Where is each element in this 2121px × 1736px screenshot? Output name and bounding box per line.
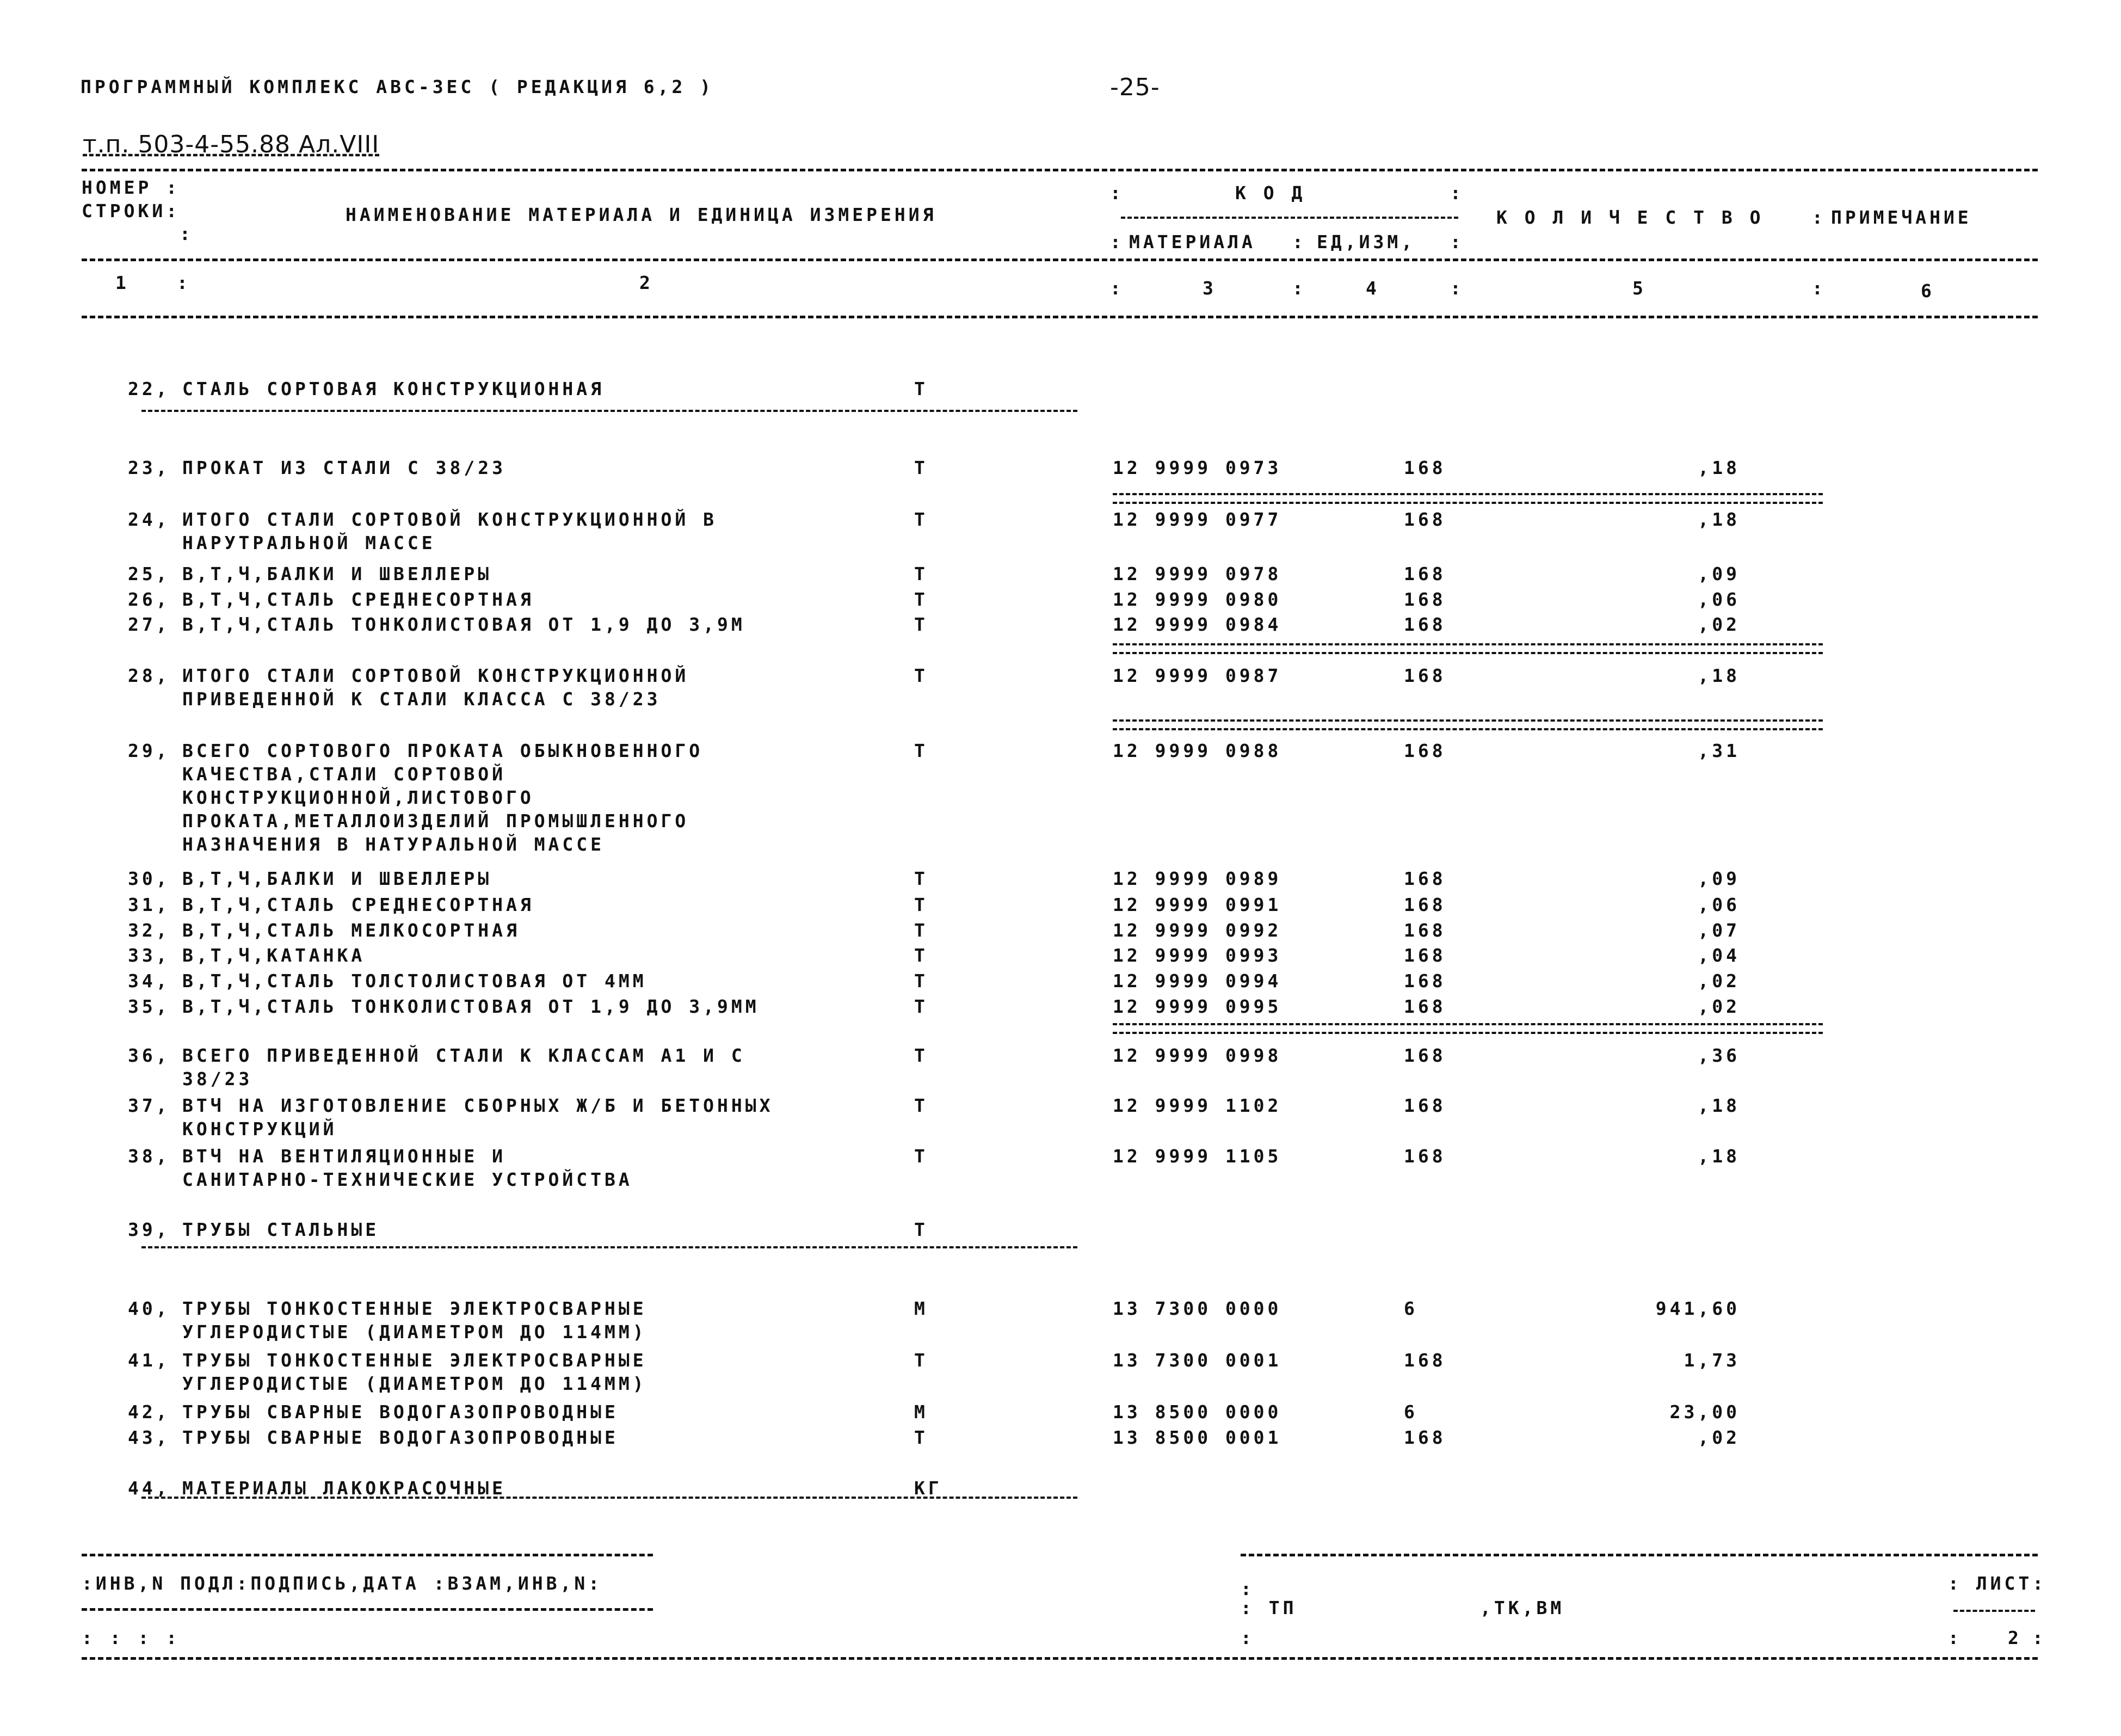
unit-code: 168 xyxy=(1404,1146,1446,1167)
row-number: 44, xyxy=(128,1478,170,1499)
material-name: ВСЕГО ПРИВЕДЕННОЙ СТАЛИ К КЛАССАМ А1 И С xyxy=(182,1045,745,1066)
material-name: ИТОГО СТАЛИ СОРТОВОЙ КОНСТРУКЦИОННОЙ В xyxy=(182,509,717,530)
material-code: 12 9999 0973 xyxy=(1113,457,1282,478)
sheet-number-bar-left: : xyxy=(1948,1627,1962,1648)
row-number: 27, xyxy=(128,614,170,635)
material-name: МАТЕРИАЛЫ ЛАКОКРАСОЧНЫЕ xyxy=(182,1478,506,1499)
unit-of-measure: Т xyxy=(914,1350,928,1371)
sheet-number-bar-right: : xyxy=(2032,1627,2046,1648)
unit-code: 168 xyxy=(1404,1045,1446,1066)
row-number: 25, xyxy=(128,563,170,584)
col1-header-line1: НОМЕР : xyxy=(82,177,181,198)
table-row xyxy=(0,1350,2121,1394)
unit-of-measure: Т xyxy=(914,665,928,686)
material-name-continued: КАЧЕСТВА,СТАЛИ СОРТОВОЙ xyxy=(182,764,506,785)
material-name-continued: НАЗНАЧЕНИЯ В НАТУРАЛЬНОЙ МАССЕ xyxy=(182,834,605,855)
table-row xyxy=(0,970,2121,995)
quantity-value: ,07 xyxy=(1698,920,1740,941)
unit-of-measure: Т xyxy=(914,589,928,610)
quantity-value: ,02 xyxy=(1698,1427,1740,1448)
unit-code: 168 xyxy=(1404,1095,1446,1116)
table-row xyxy=(0,868,2121,892)
col-index-1: 1 xyxy=(115,272,130,293)
table-row xyxy=(0,563,2121,588)
header-top-rule xyxy=(82,169,2038,171)
material-name-continued: КОНСТРУКЦИЙ xyxy=(182,1118,337,1140)
material-name-continued: УГЛЕРОДИСТЫЕ (ДИАМЕТРОМ ДО 114ММ) xyxy=(182,1373,647,1394)
table-row xyxy=(0,665,2121,710)
footer-rule-right-top xyxy=(1241,1554,2038,1556)
code-material-header: МАТЕРИАЛА xyxy=(1129,231,1256,253)
material-name: В,Т,Ч,СТАЛЬ ТОНКОЛИСТОВАЯ ОТ 1,9 ДО 3,9М xyxy=(182,614,745,635)
row-number: 30, xyxy=(128,868,170,889)
material-code: 12 9999 0993 xyxy=(1113,945,1282,966)
unit-code: 168 xyxy=(1404,563,1446,584)
row-number: 32, xyxy=(128,920,170,941)
row-number: 22, xyxy=(128,378,170,399)
material-name: ТРУБЫ ТОНКОСТЕННЫЕ ЭЛЕКТРОСВАРНЫЕ xyxy=(182,1350,647,1371)
material-code: 12 9999 0984 xyxy=(1113,614,1282,635)
material-name: В,Т,Ч,СТАЛЬ ТОНКОЛИСТОВАЯ ОТ 1,9 ДО 3,9ММ xyxy=(182,996,760,1017)
code-group-rule xyxy=(1121,217,1458,219)
unit-of-measure: Т xyxy=(914,1095,928,1116)
material-code: 12 9999 0989 xyxy=(1113,868,1282,889)
unit-of-measure: Т xyxy=(914,509,928,530)
material-code: 12 9999 0987 xyxy=(1113,665,1282,686)
code-group-header: К О Д xyxy=(1235,182,1306,204)
unit-code: 168 xyxy=(1404,665,1446,686)
material-name-continued: 38/23 xyxy=(182,1068,253,1089)
quantity-header: К О Л И Ч Е С Т В О xyxy=(1496,207,1764,228)
material-name: ТРУБЫ СВАРНЫЕ ВОДОГАЗОПРОВОДНЫЕ xyxy=(182,1427,619,1448)
table-row xyxy=(0,378,2121,403)
material-code: 13 7300 0000 xyxy=(1113,1298,1282,1319)
table-row xyxy=(0,1298,2121,1343)
row-number: 29, xyxy=(128,740,170,761)
unit-of-measure: Т xyxy=(914,970,928,992)
unit-code: 168 xyxy=(1404,894,1446,915)
table-row xyxy=(0,920,2121,944)
quantity-value: 941,60 xyxy=(1655,1298,1740,1319)
material-name: ВТЧ НА ВЕНТИЛЯЦИОННЫЕ И xyxy=(182,1146,506,1167)
table-row xyxy=(0,945,2121,969)
material-code: 12 9999 0977 xyxy=(1113,509,1282,530)
col-index-4: 4 xyxy=(1366,278,1380,299)
col-index-2: 2 xyxy=(639,272,653,293)
unit-code: 168 xyxy=(1404,970,1446,992)
table-row xyxy=(0,996,2121,1020)
material-name: ПРОКАТ ИЗ СТАЛИ С 38/23 xyxy=(182,457,506,478)
code-sub-bar-left: : xyxy=(1110,231,1124,253)
note-header: ПРИМЕЧАНИЕ xyxy=(1831,207,1972,228)
material-name-continued: ПРИВЕДЕННОЙ К СТАЛИ КЛАССА С 38/23 xyxy=(182,688,661,710)
unit-code: 168 xyxy=(1404,740,1446,761)
material-name: ТРУБЫ ТОНКОСТЕННЫЕ ЭЛЕКТРОСВАРНЫЕ xyxy=(182,1298,647,1319)
unit-of-measure: Т xyxy=(914,945,928,966)
unit-code: 168 xyxy=(1404,509,1446,530)
row-number: 38, xyxy=(128,1146,170,1167)
material-code: 12 9999 0992 xyxy=(1113,920,1282,941)
material-name: ВСЕГО СОРТОВОГО ПРОКАТА ОБЫКНОВЕННОГО xyxy=(182,740,704,761)
material-code: 13 7300 0001 xyxy=(1113,1350,1282,1371)
header-bottom-rule xyxy=(82,316,2038,318)
row-number: 28, xyxy=(128,665,170,686)
section-rule-pipes xyxy=(141,1246,1077,1248)
stamp-columns: :ИНВ,N ПОДЛ:ПОДПИСЬ,ДАТА :ВЗАМ,ИНВ,N: xyxy=(82,1573,603,1594)
material-code: 12 9999 0994 xyxy=(1113,970,1282,992)
table-row xyxy=(0,1219,2121,1243)
material-name: В,Т,Ч,СТАЛЬ ТОЛСТОЛИСТОВАЯ ОТ 4ММ xyxy=(182,970,647,992)
material-code: 12 9999 0988 xyxy=(1113,740,1282,761)
note-header-bar: : xyxy=(1812,207,1826,228)
quantity-value: ,18 xyxy=(1698,1095,1740,1116)
footer-rule-left-top xyxy=(82,1554,653,1556)
material-code: 12 9999 0995 xyxy=(1113,996,1282,1017)
col1-header-line2: СТРОКИ: xyxy=(82,200,181,221)
material-name: В,Т,Ч,СТАЛЬ СРЕДНЕСОРТНАЯ xyxy=(182,894,534,915)
unit-code: 168 xyxy=(1404,614,1446,635)
material-name: В,Т,Ч,СТАЛЬ СРЕДНЕСОРТНАЯ xyxy=(182,589,534,610)
quantity-value: ,02 xyxy=(1698,614,1740,635)
material-name-continued: УГЛЕРОДИСТЫЕ (ДИАМЕТРОМ ДО 114ММ) xyxy=(182,1321,647,1343)
material-name: В,Т,Ч,КАТАНКА xyxy=(182,945,366,966)
material-code: 12 9999 0980 xyxy=(1113,589,1282,610)
material-name: ТРУБЫ СТАЛЬНЫЕ xyxy=(182,1219,380,1240)
col-index-bar-1: : xyxy=(177,272,191,293)
col-index-bar-4: : xyxy=(1450,278,1464,299)
unit-of-measure: Т xyxy=(914,378,928,399)
row-number: 37, xyxy=(128,1095,170,1116)
unit-of-measure: Т xyxy=(914,996,928,1017)
material-name: В,Т,Ч,БАЛКИ И ШВЕЛЛЕРЫ xyxy=(182,868,492,889)
stamp-cell-bars: : : : : xyxy=(82,1627,181,1648)
row-number: 35, xyxy=(128,996,170,1017)
col2-header: НАИМЕНОВАНИЕ МАТЕРИАЛА И ЕДИНИЦА ИЗМЕРЕНИЯ xyxy=(346,204,937,225)
code-header-bar-right: : xyxy=(1450,182,1464,204)
material-name: ТРУБЫ СВАРНЫЕ ВОДОГАЗОПРОВОДНЫЕ xyxy=(182,1401,619,1423)
footer-rule-left-mid xyxy=(82,1608,653,1611)
unit-code: 6 xyxy=(1404,1401,1418,1423)
unit-of-measure: М xyxy=(914,1298,928,1319)
material-name: В,Т,Ч,СТАЛЬ МЕЛКОСОРТНАЯ xyxy=(182,920,520,941)
col-index-3: 3 xyxy=(1203,278,1217,299)
col-index-6: 6 xyxy=(1921,280,1935,301)
unit-code: 168 xyxy=(1404,868,1446,889)
unit-code: 6 xyxy=(1404,1298,1418,1319)
unit-code: 168 xyxy=(1404,1350,1446,1371)
table-row xyxy=(0,1427,2121,1451)
table-row xyxy=(0,1045,2121,1089)
material-name: СТАЛЬ СОРТОВАЯ КОНСТРУКЦИОННАЯ xyxy=(182,378,605,399)
row-number: 40, xyxy=(128,1298,170,1319)
sheet-label: : ЛИСТ: xyxy=(1948,1573,2047,1594)
material-code: 13 8500 0001 xyxy=(1113,1427,1282,1448)
quantity-value: ,18 xyxy=(1698,665,1740,686)
material-name: В,Т,Ч,БАЛКИ И ШВЕЛЛЕРЫ xyxy=(182,563,492,584)
program-title: ПРОГРАММНЫЙ КОМПЛЕКС АВС-ЗЕС ( РЕДАКЦИЯ 6,2 ) xyxy=(81,76,714,97)
material-name-continued: ПРОКАТА,МЕТАЛЛОИЗДЕЛИЙ ПРОМЫШЛЕННОГО xyxy=(182,810,689,832)
quantity-value: 1,73 xyxy=(1684,1350,1740,1371)
unit-of-measure: М xyxy=(914,1401,928,1423)
project-reference: т.п. 503-4-55.88 Ал.VIII xyxy=(83,131,380,158)
sheet-rule xyxy=(1953,1610,2035,1612)
total-rule-3 xyxy=(1113,719,1823,730)
unit-of-measure: Т xyxy=(914,1045,928,1066)
unit-of-measure: Т xyxy=(914,894,928,915)
material-name-continued: КОНСТРУКЦИОННОЙ,ЛИСТОВОГО xyxy=(182,787,534,808)
unit-of-measure: Т xyxy=(914,563,928,584)
quantity-value: ,02 xyxy=(1698,996,1740,1017)
table-row xyxy=(0,1146,2121,1190)
quantity-value: ,04 xyxy=(1698,945,1740,966)
code-header-bar-left: : xyxy=(1110,182,1124,204)
page-number: -25- xyxy=(1110,73,1160,101)
table-row xyxy=(0,509,2121,553)
row-number: 23, xyxy=(128,457,170,478)
quantity-value: ,31 xyxy=(1698,740,1740,761)
material-code: 12 9999 1105 xyxy=(1113,1146,1282,1167)
section-rule-paints xyxy=(141,1497,1077,1499)
quantity-value: 23,00 xyxy=(1669,1401,1740,1423)
quantity-value: ,18 xyxy=(1698,1146,1740,1167)
table-row xyxy=(0,457,2121,482)
header-mid-rule xyxy=(82,258,2038,261)
total-rule-4 xyxy=(1113,1023,1823,1034)
unit-code: 168 xyxy=(1404,920,1446,941)
table-row xyxy=(0,1095,2121,1140)
unit-code: 168 xyxy=(1404,1427,1446,1448)
unit-of-measure: Т xyxy=(914,1146,928,1167)
code-unit-header: ЕД,ИЗМ, xyxy=(1317,231,1416,253)
col-index-bar-3: : xyxy=(1292,278,1306,299)
unit-of-measure: Т xyxy=(914,457,928,478)
material-name: ИТОГО СТАЛИ СОРТОВОЙ КОНСТРУКЦИОННОЙ xyxy=(182,665,689,686)
tp-bar-bottom: : xyxy=(1241,1627,1255,1648)
row-number: 39, xyxy=(128,1219,170,1240)
material-name-continued: САНИТАРНО-ТЕХНИЧЕСКИЕ УСТРОЙСТВА xyxy=(182,1169,633,1190)
quantity-value: ,18 xyxy=(1698,509,1740,530)
unit-code: 168 xyxy=(1404,996,1446,1017)
row-number: 24, xyxy=(128,509,170,530)
unit-of-measure: Т xyxy=(914,1219,928,1240)
quantity-value: ,02 xyxy=(1698,970,1740,992)
total-rule-1 xyxy=(1113,493,1823,504)
footer-bottom-rule xyxy=(82,1657,2038,1660)
unit-code: 168 xyxy=(1404,589,1446,610)
total-rule-2 xyxy=(1113,643,1823,654)
quantity-value: ,06 xyxy=(1698,589,1740,610)
table-row xyxy=(0,614,2121,638)
quantity-value: ,09 xyxy=(1698,868,1740,889)
col-index-bar-2: : xyxy=(1110,278,1124,299)
row-number: 42, xyxy=(128,1401,170,1423)
col1-header-bar: : xyxy=(180,223,194,244)
table-row xyxy=(0,894,2121,919)
quantity-value: ,18 xyxy=(1698,457,1740,478)
material-code: 12 9999 0998 xyxy=(1113,1045,1282,1066)
table-row xyxy=(0,589,2121,613)
unit-of-measure: Т xyxy=(914,920,928,941)
unit-of-measure: Т xyxy=(914,868,928,889)
quantity-value: ,06 xyxy=(1698,894,1740,915)
unit-code: 168 xyxy=(1404,945,1446,966)
material-code: 12 9999 1102 xyxy=(1113,1095,1282,1116)
code-sub-bar-mid: : xyxy=(1292,231,1306,253)
section-rule-steel xyxy=(141,410,1077,412)
quantity-value: ,09 xyxy=(1698,563,1740,584)
sheet-number: 2 xyxy=(2008,1627,2022,1648)
material-name-continued: НАРУТРАЛЬНОЙ МАССЕ xyxy=(182,532,436,553)
row-number: 36, xyxy=(128,1045,170,1066)
material-code: 12 9999 0978 xyxy=(1113,563,1282,584)
material-code: 12 9999 0991 xyxy=(1113,894,1282,915)
row-number: 26, xyxy=(128,589,170,610)
material-code: 13 8500 0000 xyxy=(1113,1401,1282,1423)
row-number: 31, xyxy=(128,894,170,915)
unit-of-measure: Т xyxy=(914,614,928,635)
unit-of-measure: Т xyxy=(914,1427,928,1448)
col-index-5: 5 xyxy=(1632,278,1647,299)
row-number: 43, xyxy=(128,1427,170,1448)
table-row xyxy=(0,1401,2121,1426)
row-number: 41, xyxy=(128,1350,170,1371)
quantity-value: ,36 xyxy=(1698,1045,1740,1066)
tp-label: : ТП xyxy=(1241,1597,1297,1618)
unit-of-measure: Т xyxy=(914,740,928,761)
tp-bar-top: : xyxy=(1241,1578,1255,1599)
row-number: 34, xyxy=(128,970,170,992)
unit-code: 168 xyxy=(1404,457,1446,478)
col-index-bar-5: : xyxy=(1812,278,1826,299)
material-name: ВТЧ НА ИЗГОТОВЛЕНИЕ СБОРНЫХ Ж/Б И БЕТОННЫХ xyxy=(182,1095,774,1116)
tk-label: ,ТК,ВМ xyxy=(1480,1597,1565,1618)
code-sub-bar-right: : xyxy=(1450,231,1464,253)
row-number: 33, xyxy=(128,945,170,966)
unit-of-measure: КГ xyxy=(914,1478,942,1499)
table-row xyxy=(0,740,2121,855)
